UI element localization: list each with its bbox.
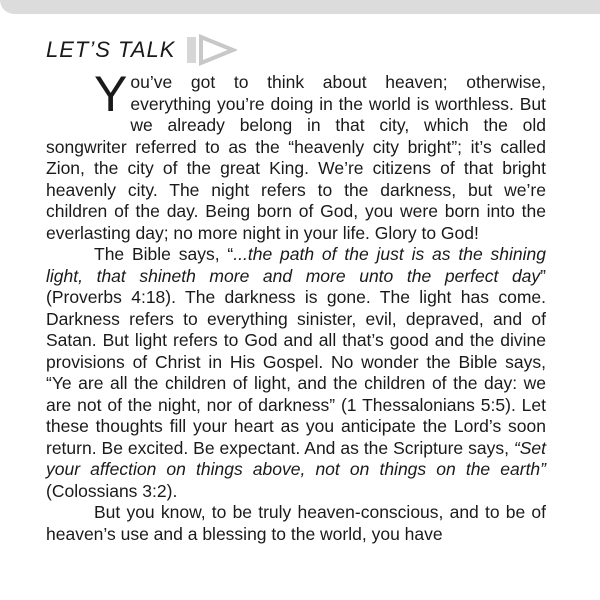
paragraph-1-text: ou’ve got to think about heaven; otherwise, everything you’re doing in the world is worthless. But we already belong in that city, which the old songwriter referred to as the “heavenly city bright”; it’s called Zion, the city of the great King. We’re citizens of that bright heavenly city. The night refers to the darkness, but we’re children of the day. Being born of God, you were born into the everlasting day; no more night in your life. Glory to God! xyxy=(46,72,546,243)
paragraph-3 xyxy=(46,502,546,545)
paragraph-3-text: But you know, to be truly heaven-conscious, and to be of heaven’s use and a blessing to the world, you have xyxy=(46,502,546,544)
paragraph-2-intro: The Bible says, “ xyxy=(94,244,234,264)
scripture-quote-proverbs: ...the path of the just is as the shining light, that shineth more and more unto the perfect day xyxy=(46,244,547,286)
paragraph-2-body: ” (Proverbs 4:18). The darkness is gone. The light has come. Darkness refers to everything sinister, evil, depraved, and of Satan. But light refers to God and all that’s good and the divine provisions of Christ in His Gospel. No wonder the Bible says, “Ye are all the children of light, and the children of the day: we are not of the night, nor of darkness” (1 Thessalonians 5:5). Let these thoughts fill your heart as you anticipate the Lord’s soon return. Be excited. Be expectant. And as the Scripture says, xyxy=(46,265,546,458)
paragraph-1 xyxy=(46,66,546,244)
article-body xyxy=(46,66,547,545)
paragraph-2 xyxy=(46,244,546,502)
section-title: LET’S TALK xyxy=(46,37,176,62)
scripture-quote-colossians: “Set your affection on things above, not on things on the earth” xyxy=(46,437,546,479)
arrow-right-icon xyxy=(185,34,237,66)
paragraph-2-end: (Colossians 3:2). xyxy=(46,480,178,501)
section-heading xyxy=(46,34,237,66)
top-decorative-band xyxy=(0,0,600,14)
drop-cap: Y xyxy=(94,66,128,122)
